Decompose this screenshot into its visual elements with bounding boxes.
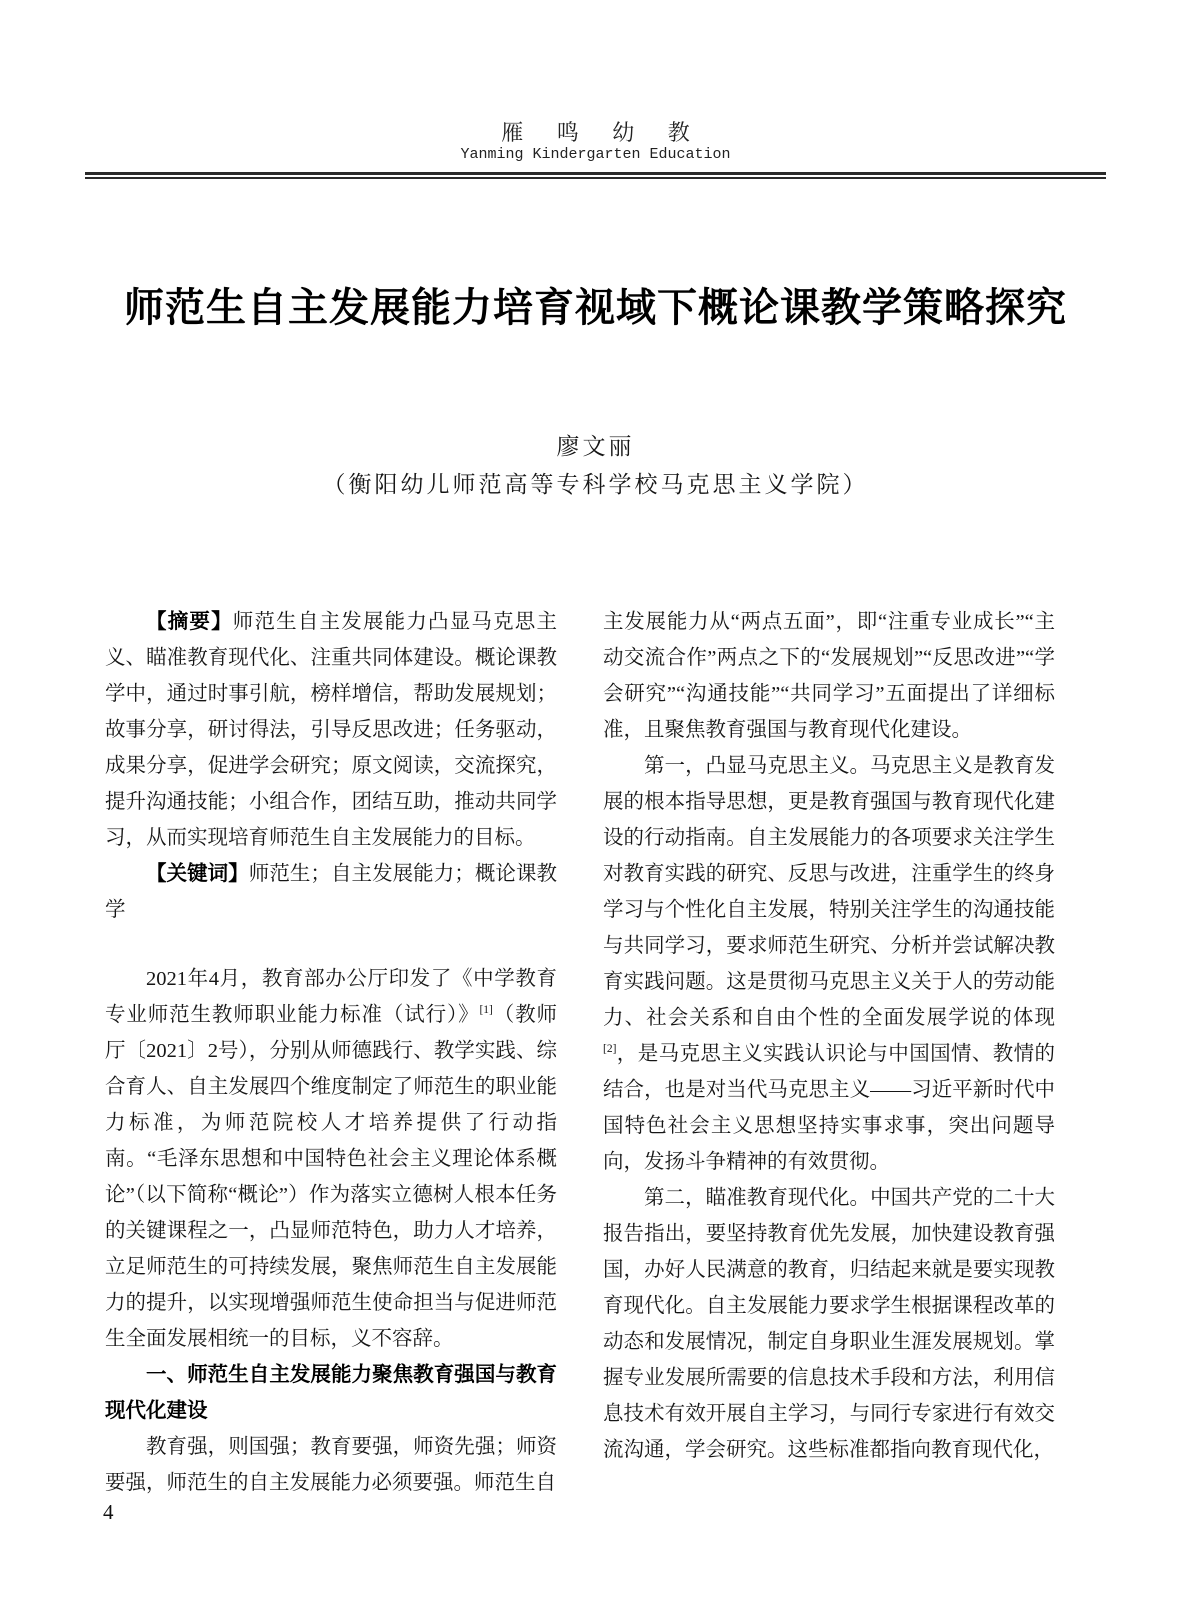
article-affiliation: （衡阳幼儿师范高等专科学校马克思主义学院） xyxy=(322,472,869,497)
journal-name-cn: 雁 鸣 幼 教 xyxy=(501,120,704,145)
page-number: 4 xyxy=(103,1500,114,1524)
paragraph: 第一，凸显马克思主义。马克思主义是教育发展的根本指导思想，更是教育强国与教育现代化建设的行动指南。自主发展能力的各项要求关注学生对教育实践的研究、反思与改进，注重学生的终身学习与个性化自主发展，特别关注学生的沟通技能与共同学习，要求师范生研究、分析并尝试解决教育实践问题。这是贯彻马克思主义关于人的劳动能力、社会关系和自由个性的全面发展学说的体现[2]，是马克思主义实践认识论与中国国情、教情的结合，也是对当代马克思主义——习近平新时代中国特色社会主义思想坚持实事求事，突出问题导向，发扬斗争精神的有效贯彻。 xyxy=(603,755,1055,1173)
article-body xyxy=(105,604,1055,1501)
paragraph: 【摘要】师范生自主发展能力凸显马克思主义、瞄准教育现代化、注重共同体建设。概论课教学中，通过时事引航，榜样增信，帮助发展规划；故事分享，研讨得法，引导反思改进；任务驱动，成果分享，促进学会研究；原文阅读，交流探究，提升沟通技能；小组合作，团结互助，推动共同学习，从而实现培育师范生自主发展能力的目标。 xyxy=(105,610,558,849)
article-author: 廖文丽 xyxy=(556,434,635,459)
paragraph: 教育强，则国强；教育要强，师资先强；师资要强，师范生的自主发展能力必须要强。师范生自 xyxy=(105,1436,557,1494)
paragraph: 第二，瞄准教育现代化。中国共产党的二十大报告指出，要坚持教育优先发展，加快建设教育强国，办好人民满意的教育，归结起来就是要实现教育现代化。自主发展能力要求学生根据课程改革的动态和发展情况，制定自身职业生涯发展规划。掌握专业发展所需要的信息技术手段和方法，利用信息技术有效开展自主学习，与同行专家进行有效交流沟通，学会研究。这些标准都指向教育现代化， xyxy=(603,1187,1055,1461)
footnote-reference: [2] xyxy=(603,1043,617,1056)
article-title: 师范生自主发展能力培育视域下概论课教学策略探究 xyxy=(124,285,1067,330)
right-column xyxy=(603,604,1055,1501)
section-heading: 一、师范生自主发展能力聚焦教育强国与教育现代化建设 xyxy=(105,1363,557,1422)
left-column xyxy=(105,604,557,1501)
paragraph: 主发展能力从“两点五面”，即“注重专业成长”“主动交流合作”两点之下的“发展规划”“反思改进”“学会研究”“沟通技能”“共同学习”五面提出了详细标准，且聚焦教育强国与教育现代化建设。 xyxy=(603,611,1055,741)
journal-name-en: Yanming Kindergarten Education xyxy=(460,146,731,163)
paragraph: 2021年4月，教育部办公厅印发了《中学教育专业师范生教师职业能力标准（试行）》[1]（教师厅〔2021〕2号），分别从师德践行、教学实践、综合育人、自主发展四个维度制定了师范生的职业能力标准，为师范院校人才培养提供了行动指南。“毛泽东思想和中国特色社会主义理论体系概论”（以下简称“概论”）作为落实立德树人根本任务的关键课程之一，凸显师范特色，助力人才培养，立足师范生的可持续发展，聚焦师范生自主发展能力的提升，以实现增强师范生使命担当与促进师范生全面发展相统一的目标，义不容辞。 xyxy=(105,968,558,1350)
footnote-reference: [1] xyxy=(479,1004,493,1017)
paragraph: 【关键词】师范生；自主发展能力；概论课教学 xyxy=(105,862,558,921)
header-divider xyxy=(85,172,1106,179)
